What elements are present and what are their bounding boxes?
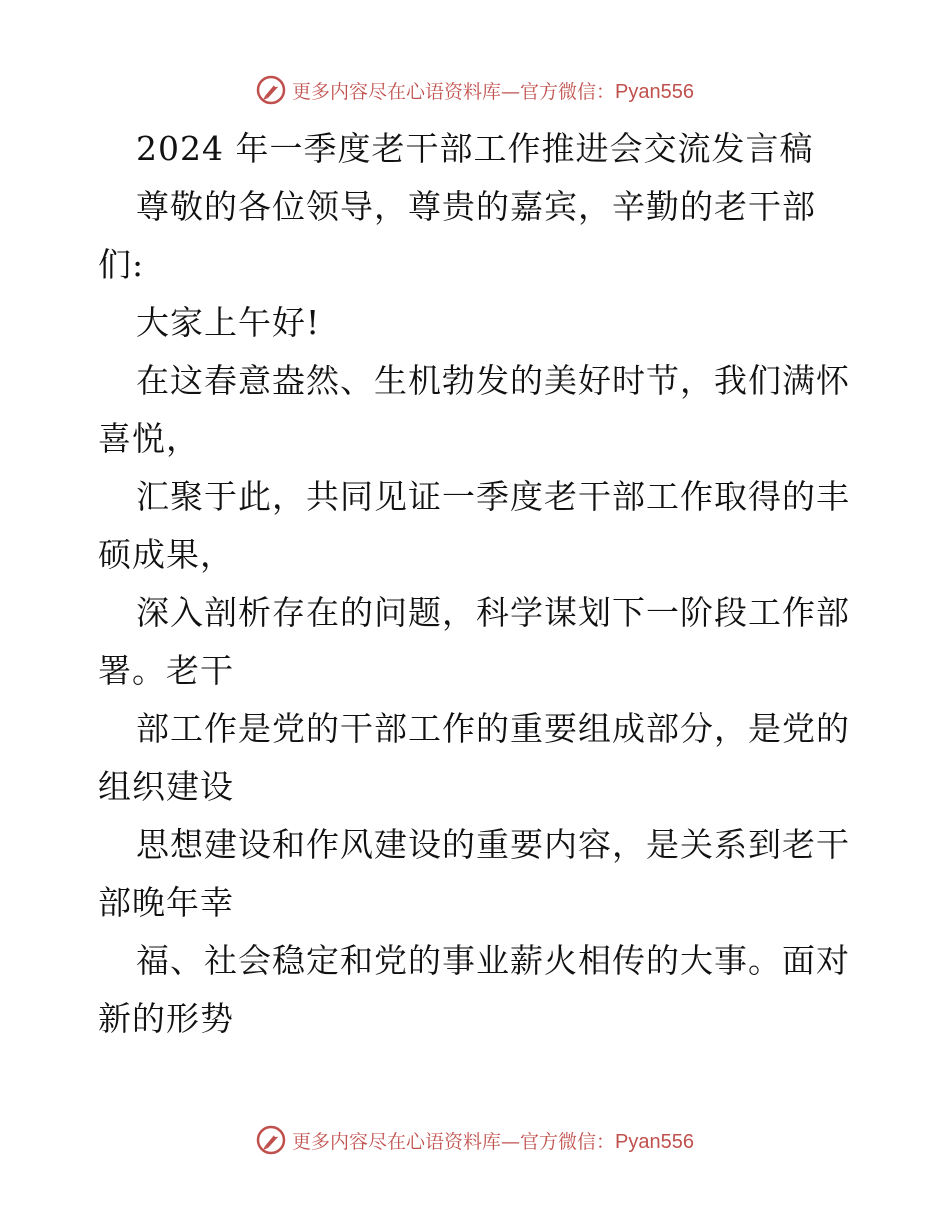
document-body — [98, 120, 858, 1048]
watermark-header — [0, 72, 950, 108]
paragraph-line: 署。老干 — [98, 651, 234, 690]
salutation-line: 尊敬的各位领导，尊贵的嘉宾，辛勤的老干部 — [136, 187, 816, 226]
paragraph-line: 硕成果， — [98, 535, 234, 574]
paragraph-line: 在这春意盎然、生机勃发的美好时节，我们满怀 — [136, 361, 850, 400]
paragraph-line: 组织建设 — [98, 767, 234, 806]
paragraph-line: 部晚年幸 — [98, 883, 234, 922]
watermark-text: 更多内容尽在心语资料库—官方微信：Pyan556 — [292, 80, 694, 103]
pen-logo-icon — [256, 1125, 286, 1155]
paragraph-line: 深入剖析存在的问题，科学谋划下一阶段工作部 — [136, 593, 850, 632]
paragraph-line: 喜悦， — [98, 419, 200, 458]
pen-logo-icon — [256, 75, 286, 105]
document-title: 2024 年一季度老干部工作推进会交流发言稿 — [136, 129, 814, 168]
paragraph-line: 思想建设和作风建设的重要内容，是关系到老干 — [136, 825, 850, 864]
watermark-text: 更多内容尽在心语资料库—官方微信：Pyan556 — [292, 1130, 694, 1153]
greeting-line: 大家上午好! — [136, 303, 321, 342]
salutation-line-cont: 们: — [98, 245, 145, 284]
watermark-footer — [0, 1122, 950, 1158]
paragraph-line: 福、社会稳定和党的事业薪火相传的大事。面对 — [136, 941, 850, 980]
paragraph-line: 汇聚于此，共同见证一季度老干部工作取得的丰 — [136, 477, 850, 516]
paragraph-line: 部工作是党的干部工作的重要组成部分，是党的 — [136, 709, 850, 748]
paragraph-line: 新的形势 — [98, 999, 234, 1038]
